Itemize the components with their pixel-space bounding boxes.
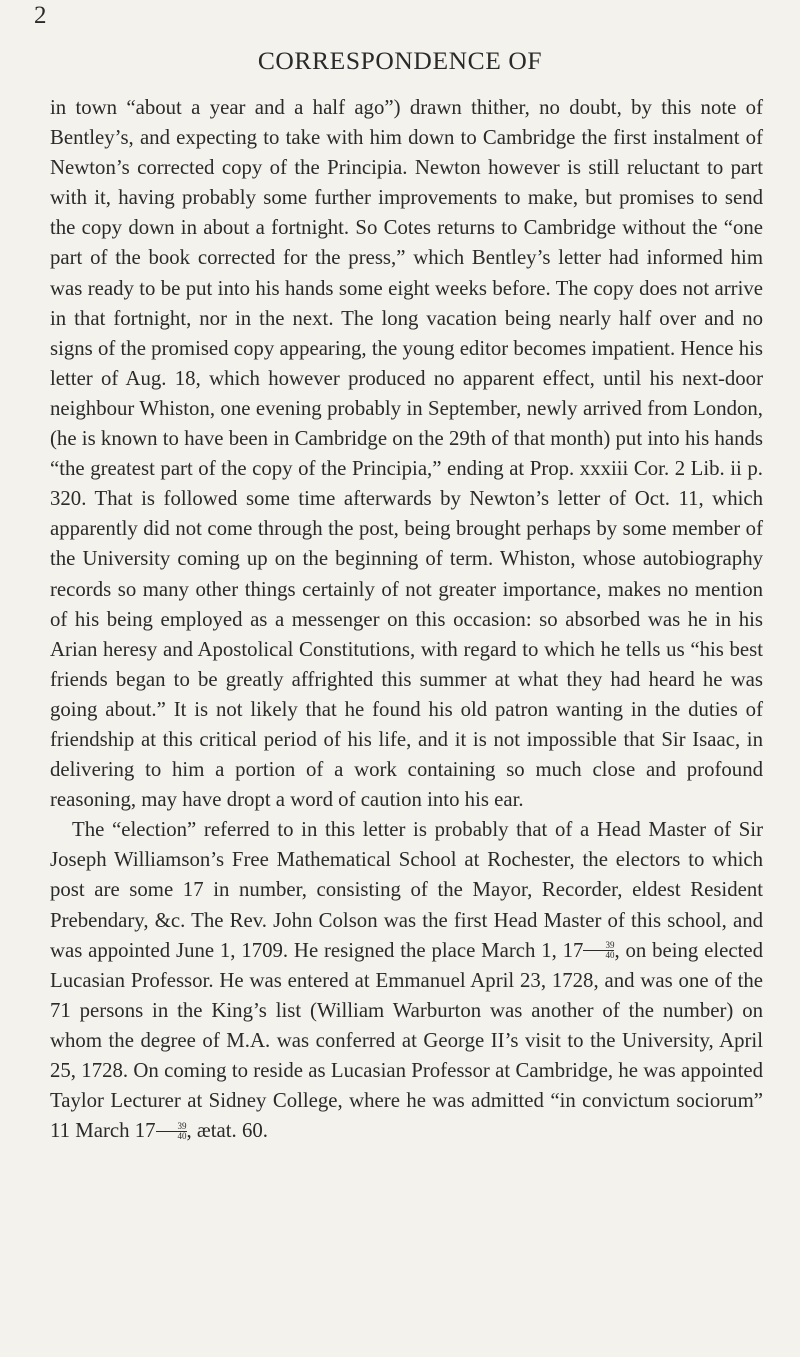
fraction-numerator: 39	[583, 941, 614, 951]
fraction-denominator: 40	[605, 950, 615, 961]
fraction-39-40	[583, 941, 614, 960]
running-head: CORRESPONDENCE OF	[257, 46, 543, 75]
fraction-denominator: 40	[177, 1130, 187, 1141]
page-number: 2	[34, 2, 47, 29]
paragraph-1	[50, 93, 763, 815]
paragraph-1-text: in town “about a year and a half ago”) drawn thither, no doubt, by this note of Bentley’s, and expecting to take with him down to Cambridge the first instalment of Newton’s corrected copy of the Principia. Newton however is still reluctant to part with it, having probably some further improvements to make, but promises to send the copy down in about a fortnight. So Cotes returns to Cambridge without the “one part of the book corrected for the press,” which Bentley’s letter had informed him was ready to be put into his hands some eight weeks before. The copy does not arrive in that fortnight, nor in the next. The long vacation being nearly half over and no signs of the promised copy appearing, the young editor becomes impatient. Hence his letter of Aug. 18, which however produced no apparent effect, until his next-door neighbour Whiston, one evening probably in September, newly arrived from London, (he is known to have been in Cambridge on the 29th of that month) put into his hands “the greatest part of the copy of the Principia,” ending at Prop. xxxiii Cor. 2 Lib. ii p. 320. That is followed some time afterwards by Newton’s letter of Oct. 11, which apparently did not come through the post, being brought perhaps by some member of the University coming up on the beginning of term. Whiston, whose autobiography records so many other things certainly of not greater importance, makes no mention of his being employed as a messenger on this occasion: so absorbed was he in his Arian heresy and Apostolical Constitutions, with regard to which he tells us “his best friends began to be greatly affrighted this summer at what they had heard he was going about.” It is not likely that he found his old patron wanting in the duties of friendship at this critical period of his life, and it is not impossible that Sir Isaac, in delivering to him a portion of a work containing so much close and profound reasoning, may have dropt a word of caution into his ear.	[50, 96, 763, 812]
paragraph-2-text-start: The “election” referred to in this letter is probably that of a Head Master of Sir Joseph Williamson’s Free Mathematical School at Rochester, the electors to which post are some 17 in number, consisting of the Mayor, Recorder, eldest Resident Prebendary, &c. The Rev. John Colson was the first Head Master of this school, and was appointed June 1, 1709. He resigned the place March 1, 17	[50, 818, 763, 962]
fraction-numerator: 39	[156, 1122, 187, 1132]
paragraph-2-text-end: , ætat. 60.	[186, 1119, 268, 1143]
fraction-39-40-second	[156, 1122, 187, 1141]
body-text	[50, 93, 763, 1146]
paragraph-2-text-middle: , on being elected Lucasian Professor. He was entered at Emmanuel April 23, 1728, and was one of the 71 persons in the King’s list (William Warburton was another of the number) on whom the degree of M.A. was conferred at George II’s visit to the University, April 25, 1728. On coming to reside as Lucasian Professor at Cambridge, he was appointed Taylor Lecturer at Sidney College, where he was admitted “in convictum sociorum” 11 March 17	[50, 938, 763, 1143]
paragraph-2	[50, 815, 763, 1146]
